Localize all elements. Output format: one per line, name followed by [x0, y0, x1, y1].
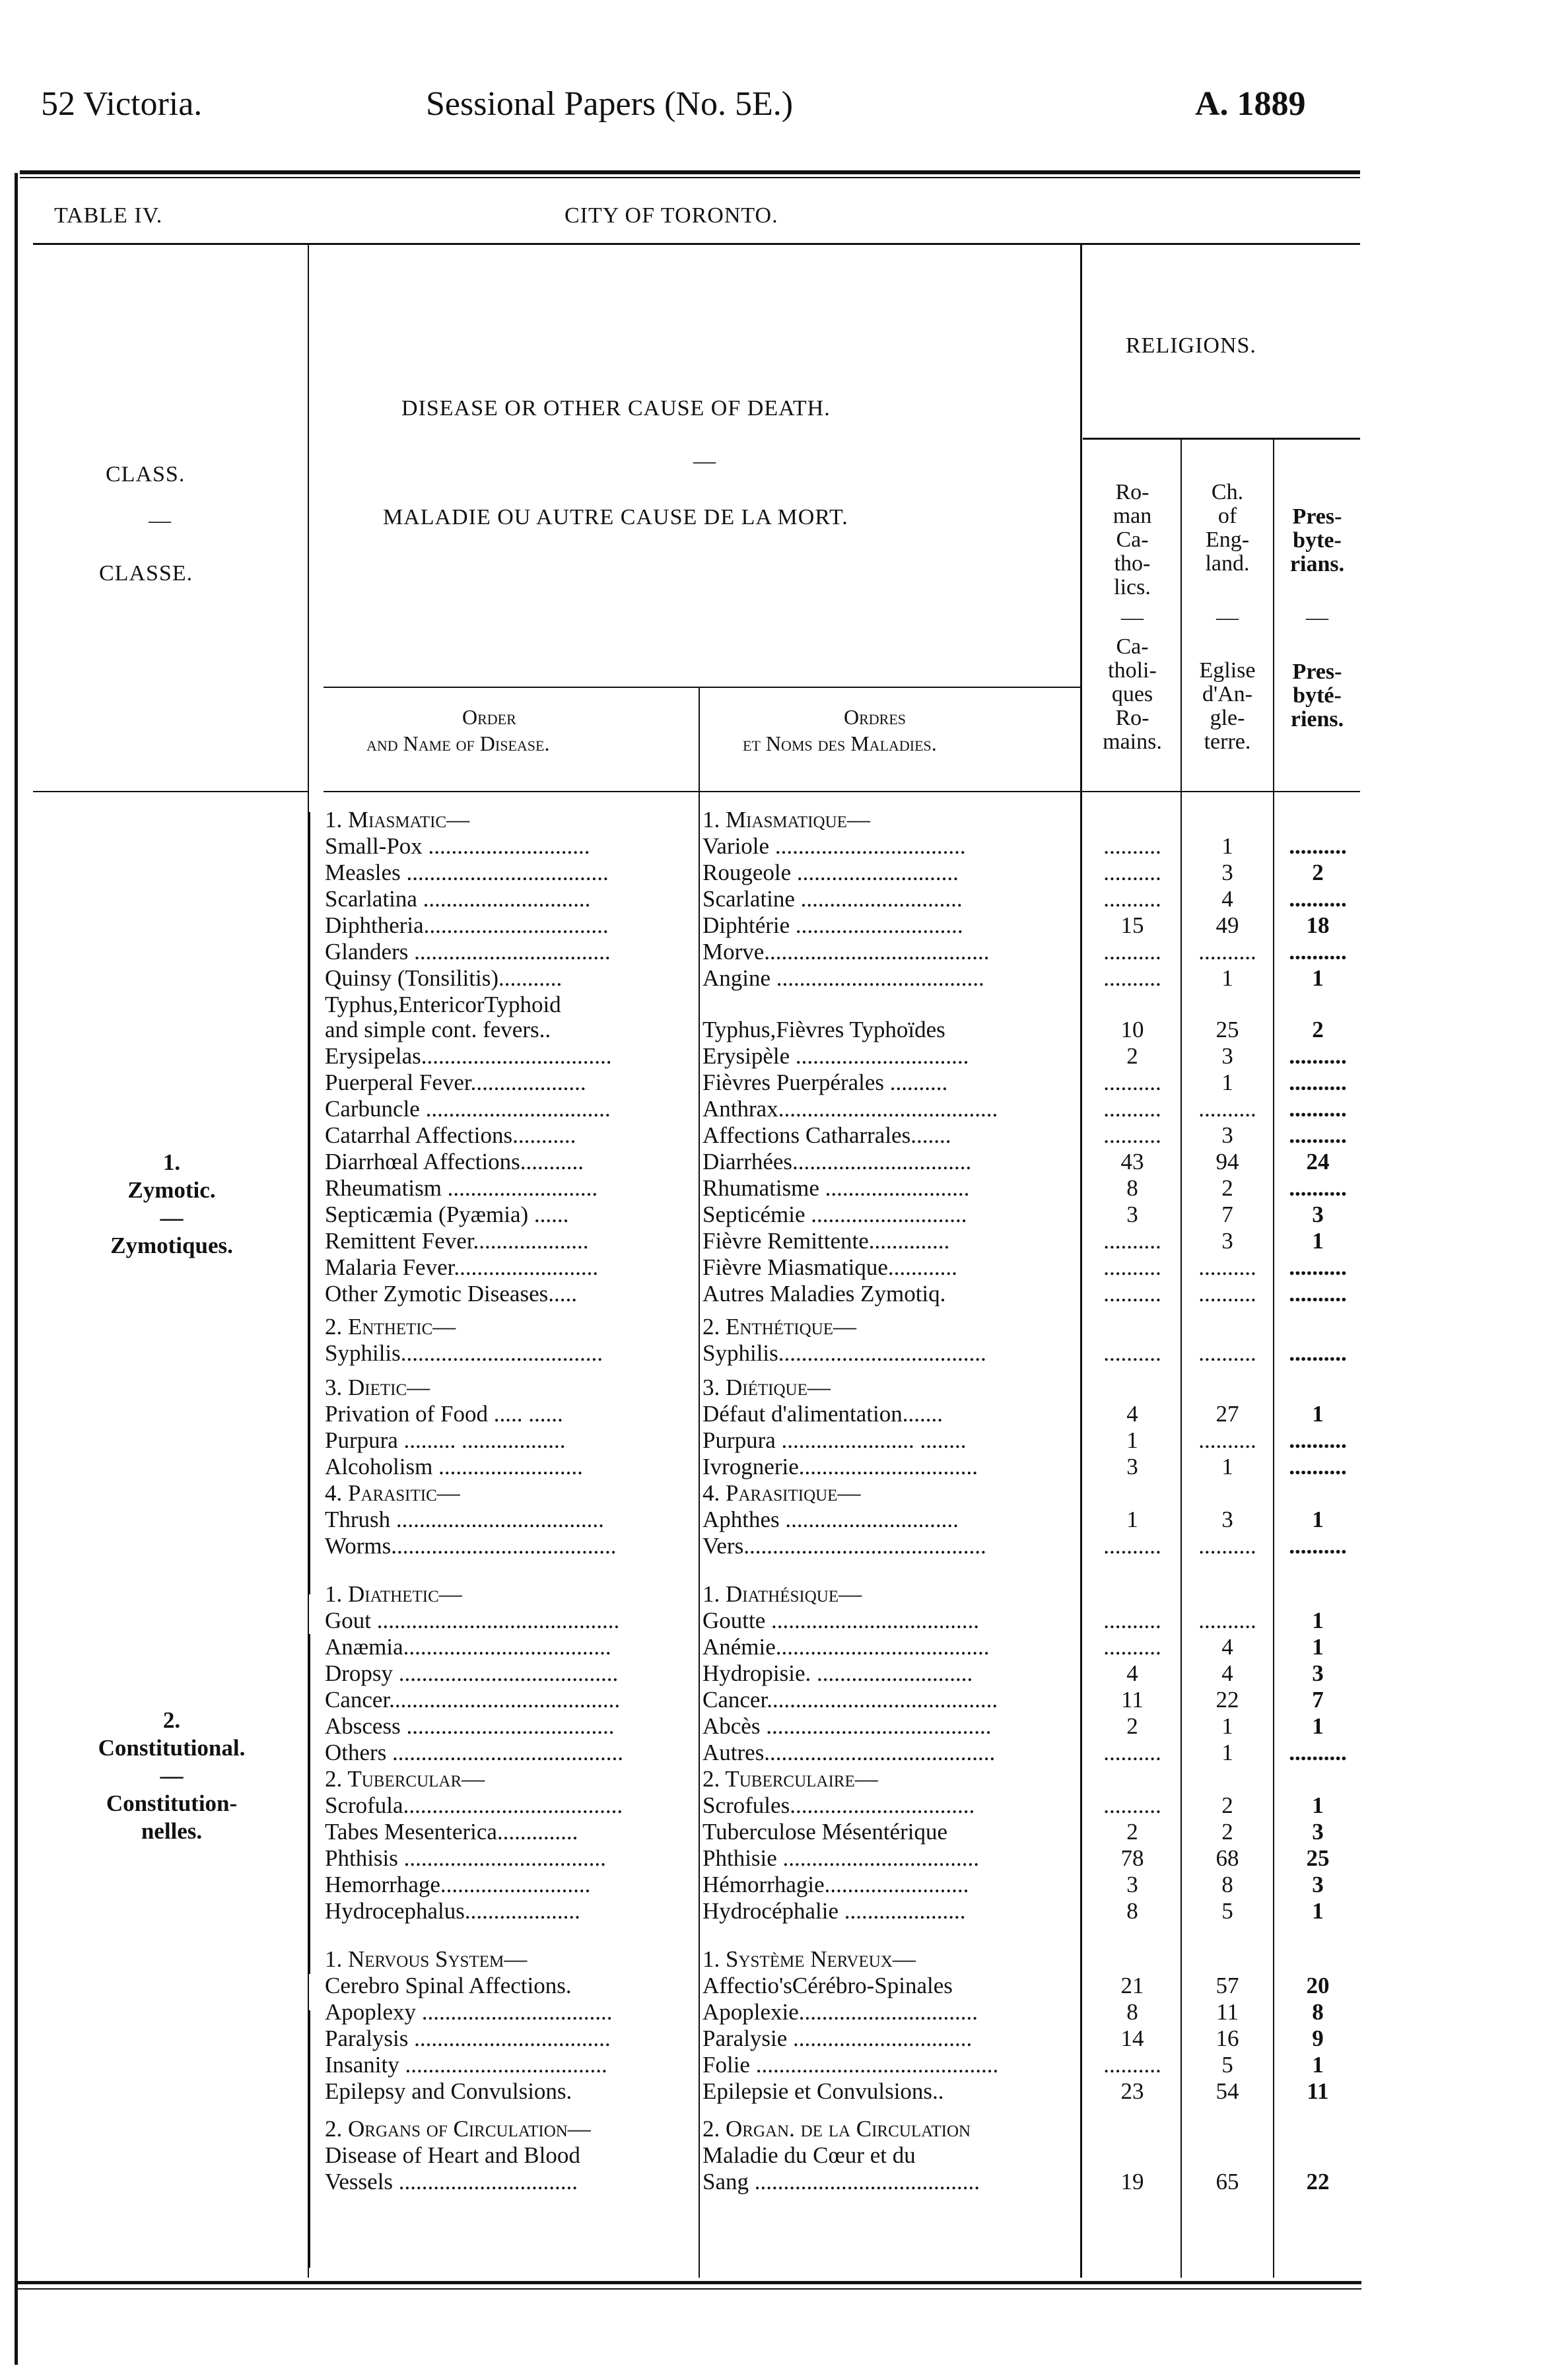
row-count-rc: 1: [1126, 1427, 1138, 1453]
row-count-pr: 1: [1312, 1608, 1324, 1633]
row-count-ce: ..........: [1198, 1281, 1256, 1307]
row-count-ce: 57: [1216, 1973, 1239, 1998]
row-disease-en: Malaria Fever.........................: [325, 1254, 599, 1280]
row-disease-fr: Diphtérie .............................: [702, 912, 963, 938]
row-disease-en: 1. Diathetic—: [325, 1581, 462, 1607]
rc-header-dash: —: [1121, 605, 1144, 630]
brace-constitutional: [309, 1634, 310, 1974]
row-count-rc: ..........: [1103, 1340, 1161, 1366]
row-count-ce: ..........: [1198, 1096, 1256, 1122]
row-disease-en: Anæmia....................................: [325, 1634, 611, 1660]
row-disease-fr: Goutte ....................................: [702, 1608, 980, 1633]
row-count-rc: ..........: [1103, 965, 1161, 991]
row-disease-en: Diphtheria................................: [325, 912, 609, 938]
religions-rule: [1083, 438, 1360, 440]
row-count-rc: ..........: [1103, 1096, 1161, 1122]
row-count-rc: 1: [1126, 1507, 1138, 1532]
order-header-fr-1: Ordres: [844, 705, 907, 729]
row-count-ce: 2: [1221, 1175, 1233, 1201]
row-count-rc: ..........: [1103, 1533, 1161, 1559]
row-disease-fr: Aphthes ..............................: [702, 1507, 959, 1532]
row-disease-en: Abscess ....................................: [325, 1713, 615, 1739]
disease-header-en: DISEASE OR OTHER CAUSE OF DEATH.: [401, 396, 831, 421]
row-count-ce: 3: [1221, 1228, 1233, 1254]
row-disease-en: 1. Miasmatic—: [325, 807, 470, 833]
row-disease-en: Hydrocephalus....................: [325, 1898, 580, 1924]
row-count-rc: ..........: [1103, 1228, 1161, 1254]
row-disease-fr: Hydrocéphalie .....................: [702, 1898, 966, 1924]
row-disease-fr: 1. Diathésique—: [702, 1581, 862, 1607]
class-header-en: CLASS.: [106, 462, 186, 487]
row-count-rc: ..........: [1103, 1740, 1161, 1765]
row-count-rc: 43: [1120, 1149, 1144, 1174]
row-count-pr: ..........: [1289, 833, 1347, 859]
row-count-rc: 14: [1120, 2025, 1144, 2051]
row-count-ce: 94: [1216, 1149, 1239, 1174]
row-disease-en: Typhus,EntericorTyphoid: [325, 992, 561, 1017]
row-disease-fr: Angine ....................................: [702, 965, 984, 991]
row-count-pr: 1: [1312, 2052, 1324, 2078]
row-disease-en: Disease of Heart and Blood: [325, 2142, 580, 2168]
row-count-rc: ..........: [1103, 860, 1161, 885]
row-count-ce: 4: [1221, 1634, 1233, 1660]
row-count-pr: 11: [1307, 2078, 1329, 2104]
row-count-ce: ..........: [1198, 1340, 1256, 1366]
row-count-ce: 68: [1216, 1845, 1239, 1871]
rc-header-en: Ro- man Ca- tho- lics.: [1113, 480, 1152, 599]
row-disease-fr: Diarrhées...............................: [702, 1149, 972, 1174]
row-count-pr: ..........: [1289, 1340, 1347, 1366]
city-title: CITY OF TORONTO.: [565, 203, 778, 228]
row-count-pr: ..........: [1289, 1454, 1347, 1479]
row-count-ce: ..........: [1198, 1427, 1256, 1453]
row-count-pr: ..........: [1289, 1122, 1347, 1148]
row-disease-fr: Autres Maladies Zymotiq.: [702, 1281, 946, 1307]
row-disease-en: Purpura ......... ..................: [325, 1427, 566, 1453]
row-count-pr: 1: [1312, 965, 1324, 991]
row-disease-fr: Hydropisie. ...........................: [702, 1660, 973, 1686]
row-count-pr: 3: [1312, 1872, 1324, 1897]
row-disease-fr: Autres........................................: [702, 1740, 996, 1765]
row-disease-en: Cancer........................................: [325, 1687, 621, 1713]
row-disease-fr: Septicémie ...........................: [702, 1202, 967, 1227]
row-count-pr: 1: [1312, 1898, 1324, 1924]
row-count-pr: ..........: [1289, 1533, 1347, 1559]
class-header-dash: —: [149, 508, 172, 533]
row-count-pr: ..........: [1289, 886, 1347, 912]
row-disease-fr: Syphilis....................................: [702, 1340, 986, 1366]
row-disease-fr: Vers..........................................: [702, 1533, 986, 1559]
row-count-rc: 4: [1126, 1660, 1138, 1686]
row-disease-fr: Variole .................................: [702, 833, 966, 859]
row-disease-en: Rheumatism ..........................: [325, 1175, 598, 1201]
row-count-ce: 54: [1216, 2078, 1239, 2104]
row-disease-en: Thrush ....................................: [325, 1507, 604, 1532]
row-disease-en: Phthisis ...................................: [325, 1845, 606, 1871]
row-count-ce: 8: [1221, 1872, 1233, 1897]
row-count-rc: 3: [1126, 1202, 1138, 1227]
row-disease-fr: Anémie.....................................: [702, 1634, 990, 1660]
row-disease-fr: Sang .......................................: [702, 2169, 980, 2194]
row-count-pr: 3: [1312, 1819, 1324, 1845]
row-disease-fr: Abcès .......................................: [702, 1713, 992, 1739]
row-disease-fr: Anthrax......................................: [702, 1096, 998, 1122]
row-disease-en: Other Zymotic Diseases.....: [325, 1281, 577, 1307]
row-count-ce: ..........: [1198, 1254, 1256, 1280]
row-disease-en: Others ........................................: [325, 1740, 624, 1765]
row-count-rc: ..........: [1103, 1608, 1161, 1633]
bottom-rule: [15, 2281, 1361, 2284]
row-count-rc: ..........: [1103, 1122, 1161, 1148]
row-count-ce: 1: [1221, 1070, 1233, 1095]
col-rule-religions: [1080, 244, 1082, 2278]
row-count-ce: 3: [1221, 860, 1233, 885]
row-disease-en: 4. Parasitic—: [325, 1480, 460, 1506]
row-disease-fr: Fièvres Puerpérales ..........: [702, 1070, 948, 1095]
row-count-ce: 65: [1216, 2169, 1239, 2194]
disease-sub-rule: [324, 687, 1080, 688]
religions-header: RELIGIONS.: [1126, 333, 1256, 358]
row-disease-en: 2. Tubercular—: [325, 1766, 485, 1792]
pr-header-fr: Pres- byté- riens.: [1290, 660, 1344, 731]
row-disease-fr: Hémorrhagie.........................: [702, 1872, 969, 1897]
row-count-ce: 5: [1221, 1898, 1233, 1924]
row-count-pr: ..........: [1289, 939, 1347, 965]
row-count-pr: 2: [1312, 860, 1324, 885]
row-count-rc: ..........: [1103, 1254, 1161, 1280]
row-count-pr: ..........: [1289, 1070, 1347, 1095]
top-rule: [20, 170, 1360, 174]
row-disease-en: Cerebro Spinal Affections.: [325, 1973, 572, 1998]
row-count-ce: 7: [1221, 1202, 1233, 1227]
row-count-pr: 9: [1312, 2025, 1324, 2051]
class-header-fr: CLASSE.: [99, 561, 193, 586]
row-count-rc: 78: [1120, 1845, 1144, 1871]
row-disease-en: 3. Dietic—: [325, 1375, 430, 1400]
row-disease-en: Tabes Mesenterica..............: [325, 1819, 578, 1845]
row-count-pr: 1: [1312, 1401, 1324, 1427]
row-disease-fr: Rougeole ............................: [702, 860, 959, 885]
row-count-rc: 8: [1126, 1898, 1138, 1924]
row-disease-fr: Affectio'sCérébro-Spinales: [702, 1973, 953, 1998]
row-disease-fr: 1. Miasmatique—: [702, 807, 870, 833]
row-disease-fr: Fièvre Remittente..............: [702, 1228, 950, 1254]
row-disease-en: Gout ..........................................: [325, 1608, 620, 1633]
table-label: TABLE IV.: [54, 203, 163, 228]
row-disease-fr: 2. Tuberculaire—: [702, 1766, 878, 1792]
row-count-rc: 8: [1126, 1999, 1138, 2025]
row-count-rc: 23: [1120, 2078, 1144, 2104]
row-count-pr: 1: [1312, 1713, 1324, 1739]
row-count-rc: ..........: [1103, 1281, 1161, 1307]
row-disease-en: 1. Nervous System—: [325, 1946, 528, 1972]
row-disease-fr: 2. Organ. de la Circulation: [702, 2116, 971, 2142]
pr-header-en: Pres- byte- rians.: [1289, 504, 1345, 576]
class-constitutional: 2. Constitutional. — Constitution- nelles.: [98, 1707, 246, 1844]
row-count-ce: 5: [1221, 2052, 1233, 2078]
row-disease-fr: Maladie du Cœur et du: [702, 2142, 916, 2168]
ce-header-dash: —: [1216, 605, 1239, 630]
row-disease-fr: Rhumatisme .........................: [702, 1175, 970, 1201]
header-rule: [33, 243, 1360, 245]
row-count-ce: 1: [1221, 1454, 1233, 1479]
row-disease-en: 2. Organs of Circulation—: [325, 2116, 591, 2142]
row-disease-en: Carbuncle ................................: [325, 1096, 611, 1122]
bottom-rule-thin: [15, 2288, 1361, 2290]
row-disease-en: Hemorrhage..........................: [325, 1872, 591, 1897]
row-count-rc: 21: [1120, 1973, 1144, 1998]
row-disease-fr: Affections Catharrales.......: [702, 1122, 951, 1148]
page-header-center: Sessional Papers (No. 5E.): [426, 85, 794, 123]
row-disease-en: Scarlatina .............................: [325, 886, 591, 912]
pr-header-dash: —: [1306, 605, 1328, 630]
col-rule-disease: [699, 687, 700, 2278]
row-count-ce: 3: [1221, 1507, 1233, 1532]
order-header-fr-2: et Noms des Maladies.: [743, 731, 937, 755]
row-count-rc: ..........: [1103, 886, 1161, 912]
row-disease-fr: Apoplexie...............................: [702, 1999, 978, 2025]
row-count-pr: 1: [1312, 1228, 1324, 1254]
row-count-pr: 1: [1312, 1507, 1324, 1532]
row-disease-en: Puerperal Fever....................: [325, 1070, 586, 1095]
row-count-rc: ..........: [1103, 2052, 1161, 2078]
row-count-pr: 8: [1312, 1999, 1324, 2025]
row-count-rc: 8: [1126, 1175, 1138, 1201]
row-disease-fr: 1. Système Nerveux—: [702, 1946, 916, 1972]
row-disease-fr: 3. Diétique—: [702, 1375, 831, 1400]
row-count-pr: 1: [1312, 1634, 1324, 1660]
row-count-rc: 2: [1126, 1043, 1138, 1069]
row-count-pr: 22: [1306, 2169, 1330, 2194]
left-border: [15, 173, 18, 2365]
row-disease-en: Privation of Food ..... ......: [325, 1401, 563, 1427]
row-disease-fr: Typhus,Fièvres Typhoïdes: [702, 1017, 945, 1042]
row-disease-fr: Cancer........................................: [702, 1687, 998, 1713]
brace-zymotic: [309, 812, 310, 1594]
row-count-pr: 3: [1312, 1202, 1324, 1227]
row-count-rc: 10: [1120, 1017, 1144, 1042]
row-count-pr: 18: [1306, 912, 1330, 938]
row-disease-en: Quinsy (Tonsilitis)...........: [325, 965, 563, 991]
row-disease-en: Alcoholism .........................: [325, 1454, 583, 1479]
disease-header-fr: MALADIE OU AUTRE CAUSE DE LA MORT.: [383, 505, 848, 529]
row-count-rc: 4: [1126, 1401, 1138, 1427]
class-zymotic: 1. Zymotic. — Zymotiques.: [110, 1149, 233, 1258]
rc-header-fr: Ca- tholi- ques Ro- mains.: [1103, 634, 1162, 754]
disease-header-dash: —: [693, 449, 716, 473]
row-count-pr: 7: [1312, 1687, 1324, 1713]
row-count-rc: ..........: [1103, 1070, 1161, 1095]
row-disease-en: Worms.......................................: [325, 1533, 617, 1559]
row-count-ce: 25: [1216, 1017, 1239, 1042]
row-count-ce: 3: [1221, 1043, 1233, 1069]
row-count-ce: 2: [1221, 1792, 1233, 1818]
row-disease-en: Dropsy ......................................: [325, 1660, 619, 1686]
row-disease-fr: Tuberculose Mésentérique: [702, 1819, 947, 1845]
row-disease-en: Paralysis ..................................: [325, 2025, 611, 2051]
row-count-ce: ..........: [1198, 939, 1256, 965]
row-disease-en: Glanders ..................................: [325, 939, 611, 965]
row-count-pr: 1: [1312, 1792, 1324, 1818]
row-disease-en: and simple cont. fevers..: [325, 1017, 551, 1042]
row-disease-en: Septicæmia (Pyæmia) ......: [325, 1202, 569, 1227]
row-count-rc: ..........: [1103, 833, 1161, 859]
row-count-pr: ..........: [1289, 1096, 1347, 1122]
brace-local: [309, 2010, 310, 2268]
row-disease-fr: 4. Parasitique—: [702, 1480, 861, 1506]
row-count-ce: 4: [1221, 1660, 1233, 1686]
row-count-ce: ..........: [1198, 1608, 1256, 1633]
row-count-pr: ..........: [1289, 1254, 1347, 1280]
row-disease-fr: Paralysie ...............................: [702, 2025, 973, 2051]
row-disease-fr: Scarlatine ............................: [702, 886, 963, 912]
row-count-rc: ..........: [1103, 1634, 1161, 1660]
row-count-rc: ..........: [1103, 939, 1161, 965]
row-count-pr: ..........: [1289, 1175, 1347, 1201]
row-disease-en: Measles ...................................: [325, 860, 609, 885]
row-count-rc: 11: [1121, 1687, 1144, 1713]
row-disease-fr: Défaut d'alimentation.......: [702, 1401, 943, 1427]
row-count-rc: 3: [1126, 1454, 1138, 1479]
row-count-ce: 1: [1221, 1740, 1233, 1765]
page-header-right: A. 1889: [1195, 85, 1306, 123]
row-disease-en: Scrofula......................................: [325, 1792, 623, 1818]
row-count-ce: 27: [1216, 1401, 1239, 1427]
row-count-rc: 2: [1126, 1713, 1138, 1739]
row-count-pr: 20: [1306, 1973, 1330, 1998]
row-disease-en: Diarrhœal Affections...........: [325, 1149, 584, 1174]
row-count-rc: 3: [1126, 1872, 1138, 1897]
row-disease-fr: Epilepsie et Convulsions..: [702, 2078, 944, 2104]
row-count-ce: 16: [1216, 2025, 1239, 2051]
row-count-pr: ..........: [1289, 1043, 1347, 1069]
row-disease-fr: Phthisie ..................................: [702, 1845, 980, 1871]
row-disease-en: Apoplexy .................................: [325, 1999, 613, 2025]
row-disease-en: Insanity ...................................: [325, 2052, 607, 2078]
row-disease-en: Catarrhal Affections...........: [325, 1122, 576, 1148]
row-count-ce: 1: [1221, 833, 1233, 859]
row-disease-fr: Morve.......................................: [702, 939, 990, 965]
row-count-rc: ..........: [1103, 1792, 1161, 1818]
body-rule: [324, 791, 1360, 792]
row-disease-en: Epilepsy and Convulsions.: [325, 2078, 572, 2104]
row-count-ce: 1: [1221, 965, 1233, 991]
row-count-rc: 19: [1120, 2169, 1144, 2194]
row-count-ce: 22: [1216, 1687, 1239, 1713]
row-count-ce: 3: [1221, 1122, 1233, 1148]
row-disease-fr: Purpura ....................... ........: [702, 1427, 967, 1453]
row-count-ce: 11: [1216, 1999, 1239, 2025]
page-header-left: 52 Victoria.: [41, 85, 203, 123]
row-count-ce: 49: [1216, 912, 1239, 938]
row-count-pr: ..........: [1289, 1427, 1347, 1453]
row-disease-fr: Folie ..........................................: [702, 2052, 999, 2078]
row-disease-fr: Ivrognerie...............................: [702, 1454, 978, 1479]
row-count-ce: 4: [1221, 886, 1233, 912]
row-disease-fr: 2. Enthétique—: [702, 1314, 857, 1340]
order-header-en-1: Order: [462, 705, 516, 729]
row-count-rc: 15: [1120, 912, 1144, 938]
ce-header-fr: Eglise d'An- gle- terre.: [1199, 658, 1256, 754]
row-disease-fr: Erysipèle ..............................: [702, 1043, 969, 1069]
row-count-pr: 2: [1312, 1017, 1324, 1042]
class-rule: [33, 791, 309, 792]
row-count-ce: ..........: [1198, 1533, 1256, 1559]
top-rule-thin: [20, 177, 1360, 178]
row-count-pr: 3: [1312, 1660, 1324, 1686]
row-count-pr: ..........: [1289, 1740, 1347, 1765]
row-disease-fr: Fièvre Miasmatique............: [702, 1254, 957, 1280]
order-header-en-2: and Name of Disease.: [366, 731, 550, 755]
row-disease-en: Remittent Fever....................: [325, 1228, 589, 1254]
row-disease-en: Erysipelas.................................: [325, 1043, 612, 1069]
row-disease-en: Small-Pox ............................: [325, 833, 590, 859]
row-disease-en: Vessels ...............................: [325, 2169, 578, 2194]
row-count-ce: 2: [1221, 1819, 1233, 1845]
row-count-rc: 2: [1126, 1819, 1138, 1845]
row-count-pr: 24: [1306, 1149, 1330, 1174]
row-disease-fr: Scrofules................................: [702, 1792, 975, 1818]
row-disease-en: Syphilis...................................: [325, 1340, 603, 1366]
ce-header-en: Ch. of Eng- land.: [1205, 480, 1250, 576]
row-count-ce: 1: [1221, 1713, 1233, 1739]
row-count-pr: 25: [1306, 1845, 1330, 1871]
row-count-pr: ..........: [1289, 1281, 1347, 1307]
row-disease-en: 2. Enthetic—: [325, 1314, 456, 1340]
